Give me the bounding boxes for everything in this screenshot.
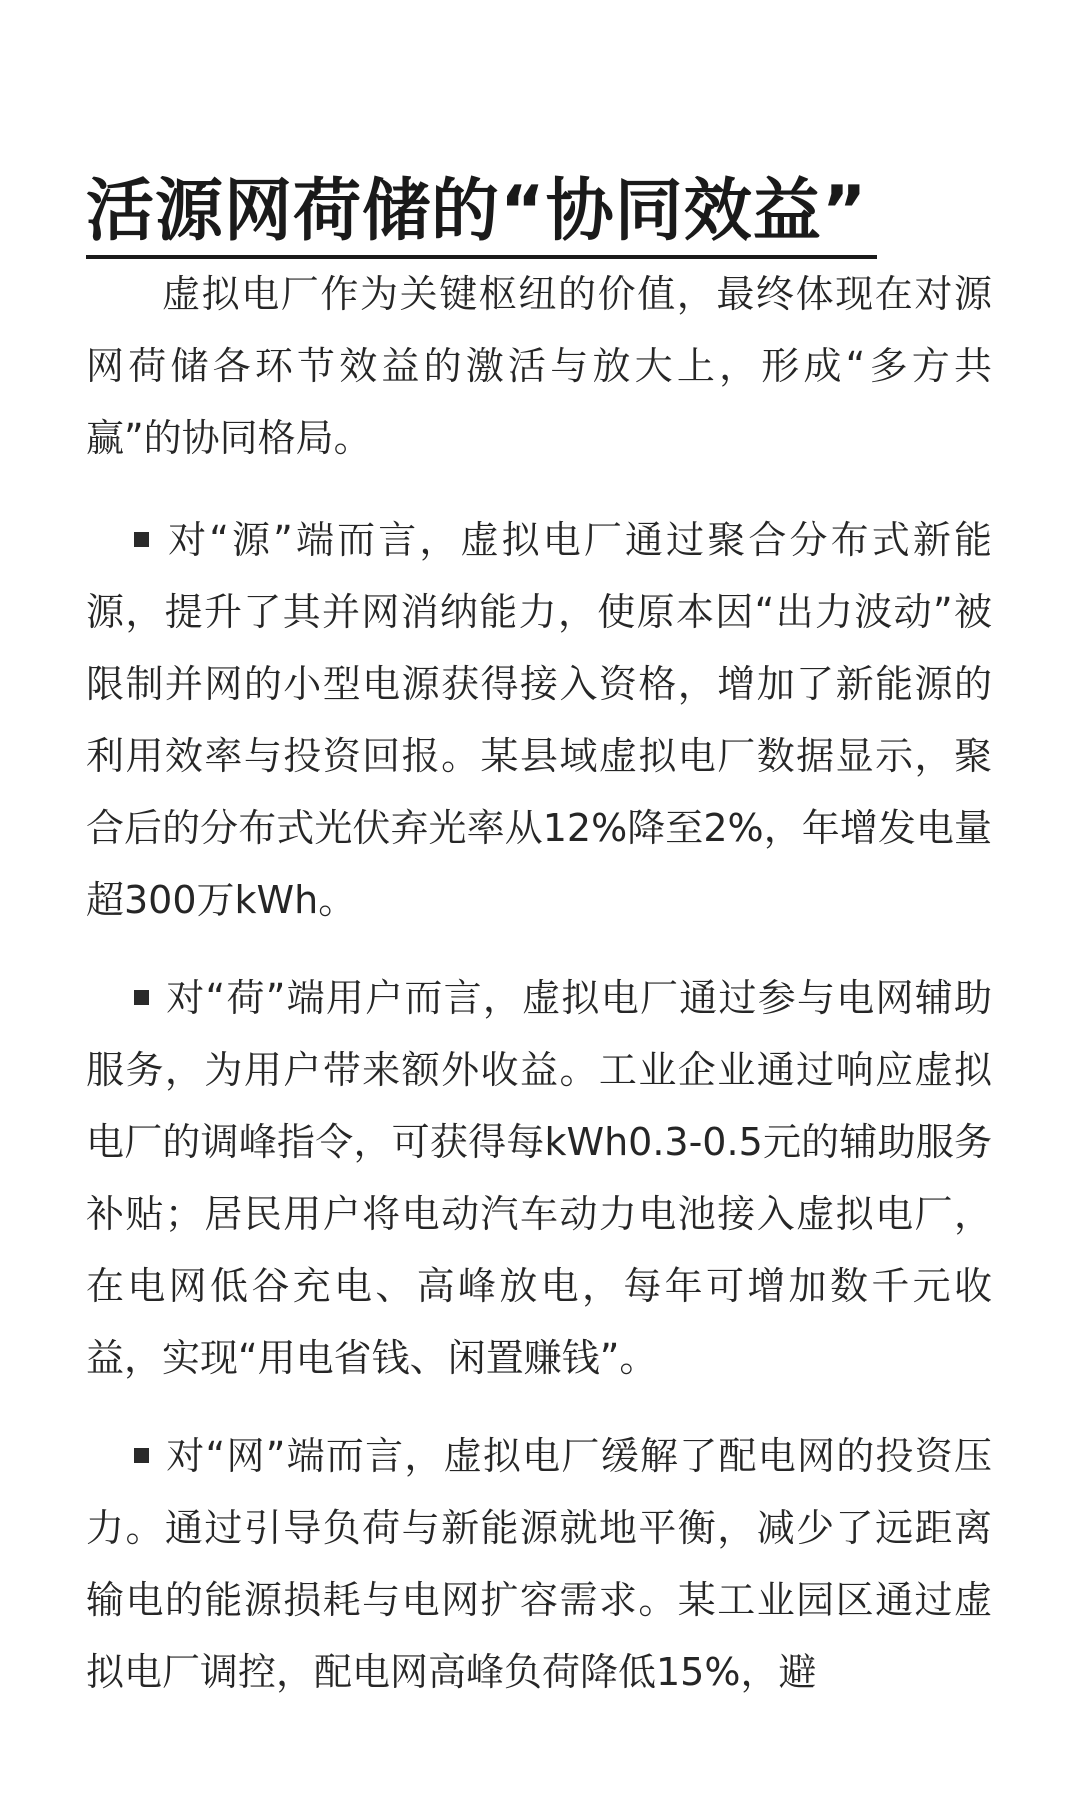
bullet-text-load: 对“荷”端用户而言，虚拟电厂通过参与电网辅助服务，为用户带来额外收益。工业企业通过响应虚拟电厂的调峰指令，可获得每kWh0.3-0.5元的辅助服务补贴；居民用户将电动汽车动力电池接入虚拟电厂，在电网低谷充电、高峰放电，每年可增加数千元收益，实现“用电省钱、闲置赚钱”。 (86, 976, 992, 1380)
square-bullet-icon (134, 532, 149, 547)
bullet-paragraph-grid (86, 1420, 992, 1708)
intro-paragraph: 虚拟电厂作为关键枢纽的价值，最终体现在对源网荷储各环节效益的激活与放大上，形成“多方共赢”的协同格局。 (86, 272, 992, 460)
bullet-paragraph-load (86, 962, 992, 1394)
square-bullet-icon (134, 990, 149, 1005)
article-headline: 活源网荷储的“协同效益” (86, 171, 877, 259)
bullet-text-source: 对“源”端而言，虚拟电厂通过聚合分布式新能源，提升了其并网消纳能力，使原本因“出力波动”被限制并网的小型电源获得接入资格，增加了新能源的利用效率与投资回报。某县域虚拟电厂数据显示，聚合后的分布式光伏弃光率从12%降至2%，年增发电量超300万kWh。 (86, 518, 992, 922)
article-body (86, 258, 992, 1734)
bullet-paragraph-source (86, 504, 992, 936)
square-bullet-icon (134, 1448, 149, 1463)
bullet-text-grid: 对“网”端而言，虚拟电厂缓解了配电网的投资压力。通过引导负荷与新能源就地平衡，减少了远距离输电的能源损耗与电网扩容需求。某工业园区通过虚拟电厂调控，配电网高峰负荷降低15%，避 (86, 1434, 992, 1694)
